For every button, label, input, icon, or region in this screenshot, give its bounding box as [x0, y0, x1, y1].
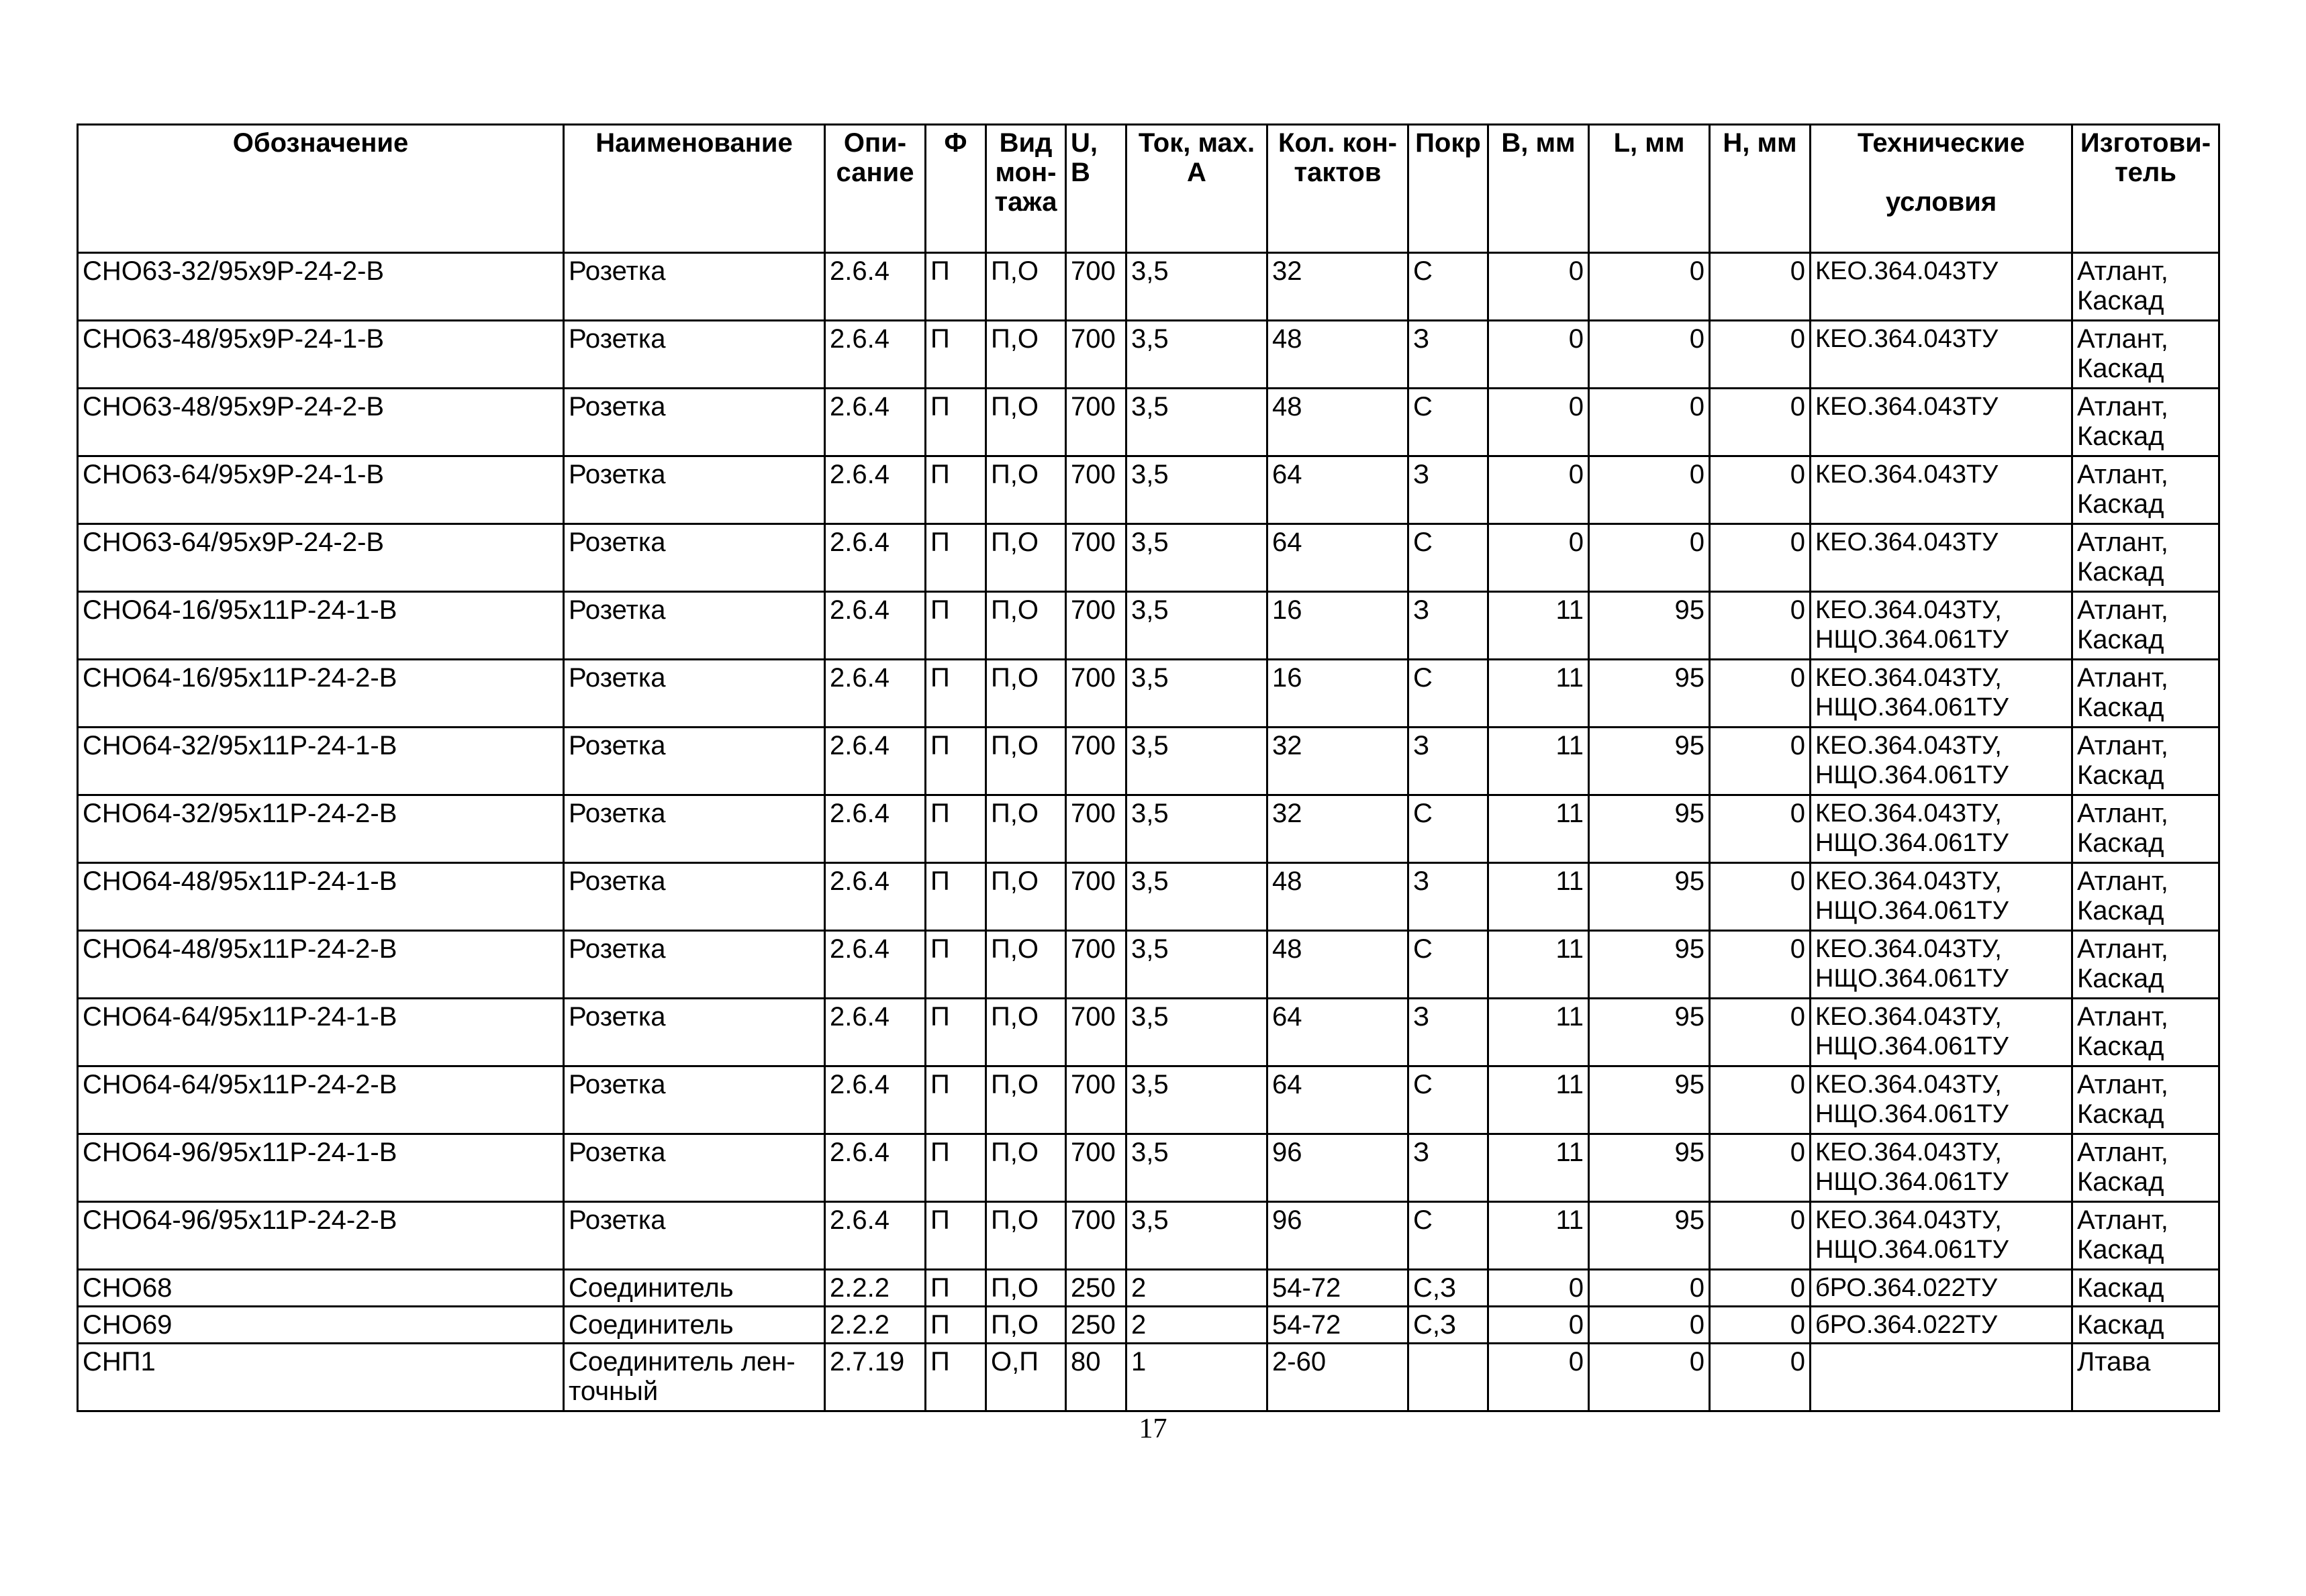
cell-h-mm: 0 — [1710, 1202, 1811, 1270]
cell-b-mm: 0 — [1488, 389, 1589, 456]
cell-contacts: 64 — [1267, 1066, 1408, 1134]
cell-l-mm: 95 — [1589, 999, 1710, 1066]
cell-l-mm: 0 — [1589, 389, 1710, 456]
cell-mount: П,О — [986, 931, 1066, 999]
cell-designation: СНО64-48/95х11Р-24-1-В — [78, 863, 564, 931]
cell-conditions: КЕО.364.043ТУ — [1811, 253, 2072, 321]
cell-name: Соединитель — [564, 1307, 825, 1344]
cell-l-mm: 0 — [1589, 321, 1710, 389]
cell-coating — [1408, 1344, 1488, 1411]
cell-coating: З — [1408, 1134, 1488, 1202]
cell-coating: З — [1408, 592, 1488, 660]
cell-manufacturer: Атлант, Каскад — [2072, 931, 2219, 999]
cell-coating: С,З — [1408, 1270, 1488, 1307]
cell-designation: СНО63-64/95х9Р-24-1-В — [78, 456, 564, 524]
cell-f: П — [926, 389, 986, 456]
cell-mount: П,О — [986, 321, 1066, 389]
cell-f: П — [926, 1307, 986, 1344]
cell-coating: З — [1408, 321, 1488, 389]
cell-h-mm: 0 — [1710, 253, 1811, 321]
cell-voltage: 250 — [1066, 1307, 1126, 1344]
table-row — [78, 931, 2219, 999]
cell-coating: С — [1408, 524, 1488, 592]
cell-mount: П,О — [986, 524, 1066, 592]
table-row — [78, 524, 2219, 592]
cell-coating: З — [1408, 863, 1488, 931]
table-row — [78, 321, 2219, 389]
cell-manufacturer: Атлант, Каскад — [2072, 389, 2219, 456]
cell-f: П — [926, 1066, 986, 1134]
cell-b-mm: 11 — [1488, 1202, 1589, 1270]
cell-manufacturer: Атлант, Каскад — [2072, 999, 2219, 1066]
cell-mount: П,О — [986, 592, 1066, 660]
table-row — [78, 999, 2219, 1066]
cell-h-mm: 0 — [1710, 1270, 1811, 1307]
cell-mount: П,О — [986, 795, 1066, 863]
header-coating: Покр — [1408, 125, 1488, 253]
table-row — [78, 1202, 2219, 1270]
cell-f: П — [926, 1270, 986, 1307]
cell-contacts: 32 — [1267, 728, 1408, 795]
cell-b-mm: 11 — [1488, 999, 1589, 1066]
cell-designation: СНО68 — [78, 1270, 564, 1307]
cell-manufacturer: Атлант, Каскад — [2072, 1066, 2219, 1134]
cell-b-mm: 11 — [1488, 592, 1589, 660]
cell-designation: СНО69 — [78, 1307, 564, 1344]
cell-description: 2.6.4 — [825, 592, 926, 660]
cell-description: 2.6.4 — [825, 931, 926, 999]
cell-coating: С — [1408, 1066, 1488, 1134]
cell-conditions: КЕО.364.043ТУ, НЩО.364.061ТУ — [1811, 863, 2072, 931]
cell-current: 3,5 — [1126, 728, 1267, 795]
header-voltage: U, В — [1066, 125, 1126, 253]
cell-contacts: 96 — [1267, 1202, 1408, 1270]
cell-coating: З — [1408, 728, 1488, 795]
cell-description: 2.6.4 — [825, 1134, 926, 1202]
cell-manufacturer: Атлант, Каскад — [2072, 456, 2219, 524]
cell-current: 2 — [1126, 1307, 1267, 1344]
cell-current: 3,5 — [1126, 795, 1267, 863]
cell-h-mm: 0 — [1710, 389, 1811, 456]
cell-coating: С — [1408, 389, 1488, 456]
cell-conditions: КЕО.364.043ТУ, НЩО.364.061ТУ — [1811, 999, 2072, 1066]
header-tech-line1: Технические — [1857, 128, 2025, 158]
cell-manufacturer: Каскад — [2072, 1307, 2219, 1344]
cell-contacts: 54-72 — [1267, 1307, 1408, 1344]
cell-current: 3,5 — [1126, 931, 1267, 999]
cell-name: Розетка — [564, 999, 825, 1066]
cell-contacts: 48 — [1267, 389, 1408, 456]
table-row — [78, 592, 2219, 660]
cell-mount: П,О — [986, 728, 1066, 795]
cell-b-mm: 11 — [1488, 660, 1589, 728]
cell-current: 3,5 — [1126, 863, 1267, 931]
cell-h-mm: 0 — [1710, 321, 1811, 389]
cell-voltage: 80 — [1066, 1344, 1126, 1411]
table-row — [78, 728, 2219, 795]
cell-h-mm: 0 — [1710, 1344, 1811, 1411]
cell-manufacturer: Каскад — [2072, 1270, 2219, 1307]
cell-b-mm: 11 — [1488, 795, 1589, 863]
cell-b-mm: 0 — [1488, 456, 1589, 524]
table-row — [78, 1307, 2219, 1344]
table-row — [78, 389, 2219, 456]
cell-manufacturer: Атлант, Каскад — [2072, 863, 2219, 931]
cell-l-mm: 95 — [1589, 863, 1710, 931]
cell-conditions: КЕО.364.043ТУ, НЩО.364.061ТУ — [1811, 1134, 2072, 1202]
cell-coating: С,З — [1408, 1307, 1488, 1344]
cell-designation: СНП1 — [78, 1344, 564, 1411]
cell-designation: СНО64-96/95х11Р-24-1-В — [78, 1134, 564, 1202]
cell-b-mm: 11 — [1488, 728, 1589, 795]
cell-current: 3,5 — [1126, 999, 1267, 1066]
cell-f: П — [926, 931, 986, 999]
cell-designation: СНО63-48/95х9Р-24-2-В — [78, 389, 564, 456]
cell-l-mm: 95 — [1589, 1066, 1710, 1134]
cell-voltage: 700 — [1066, 253, 1126, 321]
cell-f: П — [926, 728, 986, 795]
cell-b-mm: 11 — [1488, 931, 1589, 999]
cell-l-mm: 95 — [1589, 592, 1710, 660]
cell-name: Соединитель лен- точный — [564, 1344, 825, 1411]
header-name: Наименование — [564, 125, 825, 253]
cell-manufacturer: Лтава — [2072, 1344, 2219, 1411]
header-l-mm: L, мм — [1589, 125, 1710, 253]
cell-manufacturer: Атлант, Каскад — [2072, 1134, 2219, 1202]
header-f: Ф — [926, 125, 986, 253]
cell-description: 2.6.4 — [825, 660, 926, 728]
cell-name: Розетка — [564, 456, 825, 524]
cell-designation: СНО63-64/95х9Р-24-2-В — [78, 524, 564, 592]
cell-h-mm: 0 — [1710, 456, 1811, 524]
header-description: Опи- сание — [825, 125, 926, 253]
cell-h-mm: 0 — [1710, 999, 1811, 1066]
cell-conditions: КЕО.364.043ТУ, НЩО.364.061ТУ — [1811, 592, 2072, 660]
cell-h-mm: 0 — [1710, 592, 1811, 660]
table-row — [78, 1066, 2219, 1134]
cell-manufacturer: Атлант, Каскад — [2072, 1202, 2219, 1270]
cell-designation: СНО63-48/95х9Р-24-1-В — [78, 321, 564, 389]
cell-l-mm: 95 — [1589, 1134, 1710, 1202]
cell-contacts: 2-60 — [1267, 1344, 1408, 1411]
cell-h-mm: 0 — [1710, 931, 1811, 999]
cell-name: Розетка — [564, 795, 825, 863]
cell-contacts: 48 — [1267, 321, 1408, 389]
cell-mount: П,О — [986, 1066, 1066, 1134]
cell-name: Соединитель — [564, 1270, 825, 1307]
header-manufacturer: Изготови- тель — [2072, 125, 2219, 253]
cell-l-mm: 0 — [1589, 524, 1710, 592]
header-contacts: Кол. кон- тактов — [1267, 125, 1408, 253]
cell-designation: СНО63-32/95х9Р-24-2-В — [78, 253, 564, 321]
cell-voltage: 700 — [1066, 931, 1126, 999]
cell-voltage: 700 — [1066, 999, 1126, 1066]
cell-manufacturer: Атлант, Каскад — [2072, 795, 2219, 863]
table-row — [78, 1344, 2219, 1411]
cell-conditions: КЕО.364.043ТУ — [1811, 456, 2072, 524]
cell-coating: З — [1408, 456, 1488, 524]
header-h-mm: H, мм — [1710, 125, 1811, 253]
cell-mount: О,П — [986, 1344, 1066, 1411]
cell-contacts: 54-72 — [1267, 1270, 1408, 1307]
cell-coating: С — [1408, 1202, 1488, 1270]
cell-b-mm: 0 — [1488, 253, 1589, 321]
cell-l-mm: 0 — [1589, 1307, 1710, 1344]
cell-name: Розетка — [564, 389, 825, 456]
cell-conditions: КЕО.364.043ТУ — [1811, 321, 2072, 389]
header-designation: Обозначение — [78, 125, 564, 253]
cell-voltage: 700 — [1066, 592, 1126, 660]
cell-current: 3,5 — [1126, 1066, 1267, 1134]
cell-current: 1 — [1126, 1344, 1267, 1411]
cell-designation: СНО64-64/95х11Р-24-1-В — [78, 999, 564, 1066]
cell-contacts: 32 — [1267, 253, 1408, 321]
cell-l-mm: 95 — [1589, 1202, 1710, 1270]
cell-voltage: 700 — [1066, 728, 1126, 795]
cell-contacts: 16 — [1267, 660, 1408, 728]
cell-conditions: КЕО.364.043ТУ, НЩО.364.061ТУ — [1811, 660, 2072, 728]
cell-contacts: 16 — [1267, 592, 1408, 660]
cell-f: П — [926, 524, 986, 592]
table-header-row — [78, 125, 2219, 253]
cell-b-mm: 0 — [1488, 524, 1589, 592]
cell-voltage: 700 — [1066, 1066, 1126, 1134]
connector-spec-table — [77, 123, 2220, 1412]
cell-name: Розетка — [564, 1202, 825, 1270]
cell-description: 2.6.4 — [825, 321, 926, 389]
cell-voltage: 700 — [1066, 795, 1126, 863]
cell-description: 2.6.4 — [825, 1066, 926, 1134]
cell-manufacturer: Атлант, Каскад — [2072, 253, 2219, 321]
cell-description: 2.6.4 — [825, 1202, 926, 1270]
cell-designation: СНО64-32/95х11Р-24-1-В — [78, 728, 564, 795]
cell-contacts: 64 — [1267, 999, 1408, 1066]
table-row — [78, 253, 2219, 321]
cell-description: 2.6.4 — [825, 253, 926, 321]
cell-coating: С — [1408, 253, 1488, 321]
cell-voltage: 700 — [1066, 524, 1126, 592]
cell-name: Розетка — [564, 1066, 825, 1134]
cell-f: П — [926, 660, 986, 728]
cell-conditions: бРО.364.022ТУ — [1811, 1307, 2072, 1344]
table-row — [78, 1270, 2219, 1307]
cell-mount: П,О — [986, 1202, 1066, 1270]
cell-conditions — [1811, 1344, 2072, 1411]
cell-f: П — [926, 863, 986, 931]
header-tech-line2: условия — [1885, 187, 1997, 217]
cell-name: Розетка — [564, 931, 825, 999]
cell-manufacturer: Атлант, Каскад — [2072, 660, 2219, 728]
cell-description: 2.6.4 — [825, 524, 926, 592]
cell-f: П — [926, 999, 986, 1066]
cell-manufacturer: Атлант, Каскад — [2072, 321, 2219, 389]
cell-voltage: 250 — [1066, 1270, 1126, 1307]
cell-name: Розетка — [564, 863, 825, 931]
cell-current: 3,5 — [1126, 1202, 1267, 1270]
cell-voltage: 700 — [1066, 321, 1126, 389]
cell-contacts: 48 — [1267, 931, 1408, 999]
table-body — [78, 253, 2219, 1411]
cell-designation: СНО64-16/95х11Р-24-1-В — [78, 592, 564, 660]
cell-voltage: 700 — [1066, 456, 1126, 524]
cell-h-mm: 0 — [1710, 795, 1811, 863]
cell-current: 3,5 — [1126, 456, 1267, 524]
table-row — [78, 456, 2219, 524]
cell-description: 2.6.4 — [825, 999, 926, 1066]
header-mount-type: Вид мон- тажа — [986, 125, 1066, 253]
cell-description: 2.6.4 — [825, 795, 926, 863]
cell-voltage: 700 — [1066, 863, 1126, 931]
cell-conditions: КЕО.364.043ТУ — [1811, 524, 2072, 592]
header-tech-conditions — [1811, 125, 2072, 253]
cell-name: Розетка — [564, 253, 825, 321]
cell-name: Розетка — [564, 1134, 825, 1202]
cell-conditions: КЕО.364.043ТУ — [1811, 389, 2072, 456]
cell-current: 3,5 — [1126, 253, 1267, 321]
cell-coating: С — [1408, 931, 1488, 999]
cell-mount: П,О — [986, 660, 1066, 728]
cell-current: 3,5 — [1126, 592, 1267, 660]
cell-f: П — [926, 1344, 986, 1411]
cell-name: Розетка — [564, 524, 825, 592]
cell-designation: СНО64-48/95х11Р-24-2-В — [78, 931, 564, 999]
cell-h-mm: 0 — [1710, 660, 1811, 728]
table-row — [78, 1134, 2219, 1202]
cell-mount: П,О — [986, 253, 1066, 321]
cell-coating: С — [1408, 795, 1488, 863]
cell-description: 2.7.19 — [825, 1344, 926, 1411]
cell-description: 2.6.4 — [825, 863, 926, 931]
cell-conditions: КЕО.364.043ТУ, НЩО.364.061ТУ — [1811, 1066, 2072, 1134]
cell-f: П — [926, 253, 986, 321]
cell-h-mm: 0 — [1710, 1307, 1811, 1344]
cell-coating: С — [1408, 660, 1488, 728]
cell-current: 3,5 — [1126, 389, 1267, 456]
cell-voltage: 700 — [1066, 660, 1126, 728]
cell-description: 2.6.4 — [825, 728, 926, 795]
cell-h-mm: 0 — [1710, 1134, 1811, 1202]
cell-current: 3,5 — [1126, 1134, 1267, 1202]
cell-voltage: 700 — [1066, 1134, 1126, 1202]
cell-b-mm: 0 — [1488, 1344, 1589, 1411]
cell-current: 3,5 — [1126, 660, 1267, 728]
cell-name: Розетка — [564, 592, 825, 660]
cell-designation: СНО64-32/95х11Р-24-2-В — [78, 795, 564, 863]
cell-l-mm: 0 — [1589, 1270, 1710, 1307]
cell-contacts: 32 — [1267, 795, 1408, 863]
cell-l-mm: 95 — [1589, 728, 1710, 795]
cell-mount: П,О — [986, 999, 1066, 1066]
cell-designation: СНО64-64/95х11Р-24-2-В — [78, 1066, 564, 1134]
cell-designation: СНО64-96/95х11Р-24-2-В — [78, 1202, 564, 1270]
cell-mount: П,О — [986, 1134, 1066, 1202]
cell-l-mm: 0 — [1589, 253, 1710, 321]
cell-b-mm: 11 — [1488, 1134, 1589, 1202]
cell-b-mm: 0 — [1488, 1307, 1589, 1344]
cell-l-mm: 0 — [1589, 456, 1710, 524]
cell-b-mm: 0 — [1488, 321, 1589, 389]
page-number: 17 — [1139, 1413, 1167, 1444]
cell-b-mm: 0 — [1488, 1270, 1589, 1307]
cell-current: 3,5 — [1126, 524, 1267, 592]
cell-f: П — [926, 1202, 986, 1270]
cell-conditions: КЕО.364.043ТУ, НЩО.364.061ТУ — [1811, 1202, 2072, 1270]
cell-current: 3,5 — [1126, 321, 1267, 389]
cell-mount: П,О — [986, 1270, 1066, 1307]
cell-f: П — [926, 1134, 986, 1202]
cell-current: 2 — [1126, 1270, 1267, 1307]
cell-mount: П,О — [986, 456, 1066, 524]
cell-name: Розетка — [564, 321, 825, 389]
cell-f: П — [926, 592, 986, 660]
cell-manufacturer: Атлант, Каскад — [2072, 592, 2219, 660]
cell-f: П — [926, 456, 986, 524]
cell-l-mm: 0 — [1589, 1344, 1710, 1411]
cell-conditions: бРО.364.022ТУ — [1811, 1270, 2072, 1307]
cell-mount: П,О — [986, 863, 1066, 931]
cell-description: 2.2.2 — [825, 1307, 926, 1344]
cell-h-mm: 0 — [1710, 1066, 1811, 1134]
cell-l-mm: 95 — [1589, 660, 1710, 728]
cell-mount: П,О — [986, 1307, 1066, 1344]
cell-h-mm: 0 — [1710, 728, 1811, 795]
cell-coating: З — [1408, 999, 1488, 1066]
cell-conditions: КЕО.364.043ТУ, НЩО.364.061ТУ — [1811, 728, 2072, 795]
table-row — [78, 863, 2219, 931]
cell-description: 2.6.4 — [825, 389, 926, 456]
cell-name: Розетка — [564, 728, 825, 795]
cell-l-mm: 95 — [1589, 931, 1710, 999]
cell-b-mm: 11 — [1488, 1066, 1589, 1134]
cell-description: 2.2.2 — [825, 1270, 926, 1307]
cell-manufacturer: Атлант, Каскад — [2072, 728, 2219, 795]
cell-l-mm: 95 — [1589, 795, 1710, 863]
cell-voltage: 700 — [1066, 1202, 1126, 1270]
cell-description: 2.6.4 — [825, 456, 926, 524]
cell-manufacturer: Атлант, Каскад — [2072, 524, 2219, 592]
header-b-mm: В, мм — [1488, 125, 1589, 253]
cell-conditions: КЕО.364.043ТУ, НЩО.364.061ТУ — [1811, 931, 2072, 999]
cell-contacts: 64 — [1267, 456, 1408, 524]
cell-designation: СНО64-16/95х11Р-24-2-В — [78, 660, 564, 728]
cell-contacts: 64 — [1267, 524, 1408, 592]
cell-contacts: 48 — [1267, 863, 1408, 931]
cell-mount: П,О — [986, 389, 1066, 456]
cell-b-mm: 11 — [1488, 863, 1589, 931]
table-row — [78, 660, 2219, 728]
cell-voltage: 700 — [1066, 389, 1126, 456]
cell-f: П — [926, 795, 986, 863]
cell-conditions: КЕО.364.043ТУ, НЩО.364.061ТУ — [1811, 795, 2072, 863]
cell-contacts: 96 — [1267, 1134, 1408, 1202]
cell-h-mm: 0 — [1710, 524, 1811, 592]
cell-name: Розетка — [564, 660, 825, 728]
cell-f: П — [926, 321, 986, 389]
header-current: Ток, мах. А — [1126, 125, 1267, 253]
cell-h-mm: 0 — [1710, 863, 1811, 931]
table-row — [78, 795, 2219, 863]
